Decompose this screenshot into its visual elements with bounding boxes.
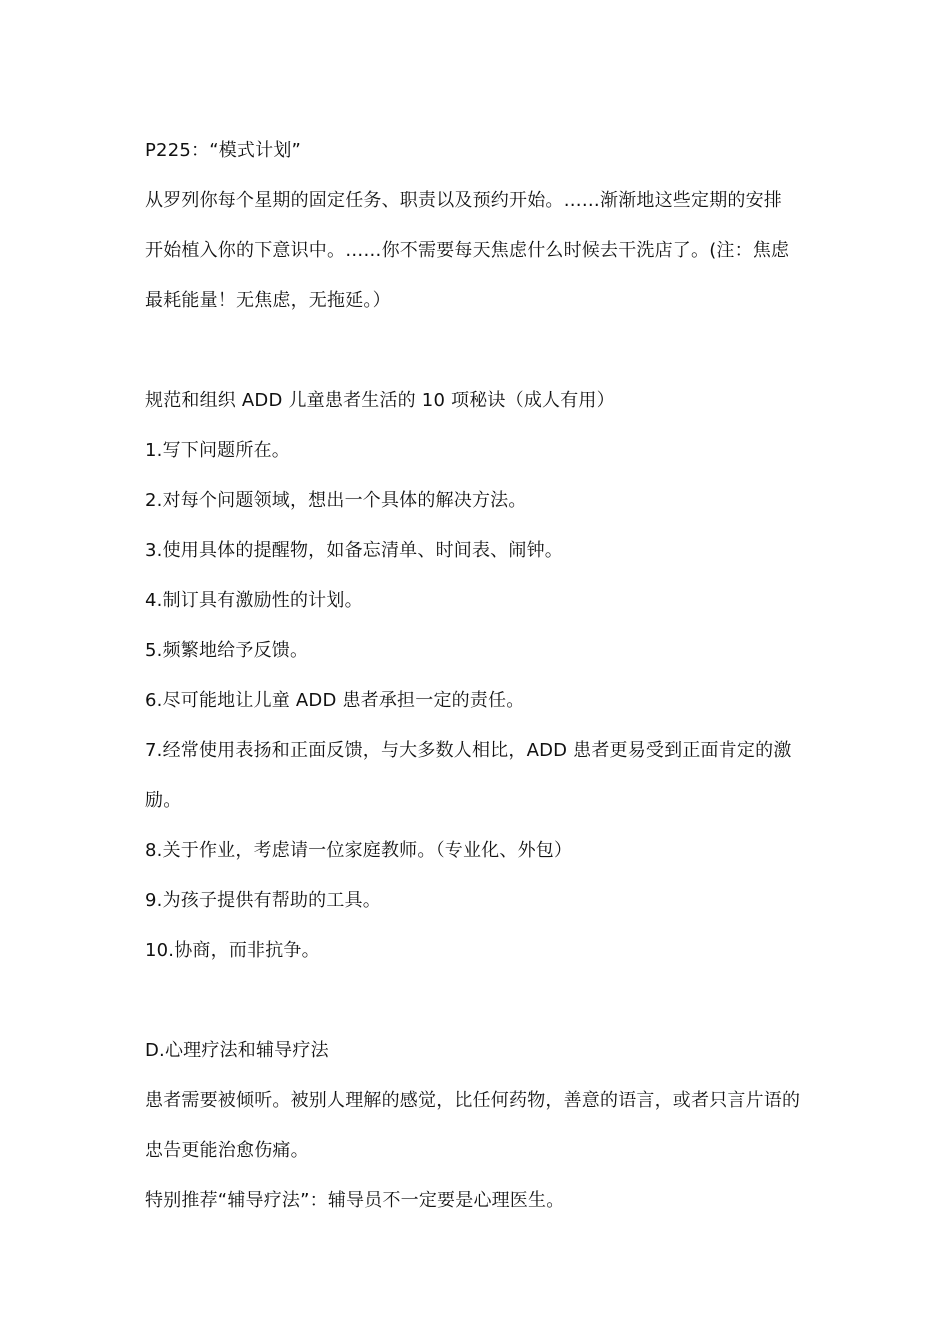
list-item: 2.对每个问题领域，想出一个具体的解决方法。 [145,490,527,511]
list-item: 8.关于作业，考虑请一位家庭教师。（专业化、外包） [145,840,573,861]
list-item: 9.为孩子提供有帮助的工具。 [145,890,381,911]
document-body [145,126,810,1226]
list-item: 10.协商，而非抗争。 [145,940,320,961]
list-item: 1.写下问题所在。 [145,440,290,461]
section-title-psychotherapy: D.心理疗法和辅导疗法 [145,1040,329,1061]
paragraph-line: 患者需要被倾听。被别人理解的感觉，比任何药物，善意的语言，或者只言片语的 [145,1090,801,1111]
section-title-tips: 规范和组织 ADD 儿童患者生活的 10 项秘诀（成人有用） [145,390,615,411]
list-item-continuation: 励。 [145,790,182,811]
list-item: 7.经常使用表扬和正面反馈，与大多数人相比，ADD 患者更易受到正面肯定的激 [145,740,792,761]
paragraph-line: 开始植入你的下意识中。……你不需要每天焦虑什么时候去干洗店了。(注：焦虑 [145,240,790,261]
paragraph-line: 特别推荐“辅导疗法”：辅导员不一定要是心理医生。 [145,1190,565,1211]
paragraph-line: 最耗能量！无焦虑，无拖延。） [145,290,391,311]
spacer [145,976,810,1026]
list-item: 3.使用具体的提醒物，如备忘清单、时间表、闹钟。 [145,540,563,561]
spacer [145,326,810,376]
paragraph-line: 忠告更能治愈伤痛。 [145,1140,309,1161]
section-title-mode-plan: P225：“模式计划” [145,140,302,161]
list-item: 5.频繁地给予反馈。 [145,640,309,661]
list-item: 4.制订具有激励性的计划。 [145,590,363,611]
list-item: 6.尽可能地让儿童 ADD 患者承担一定的责任。 [145,690,525,711]
paragraph-line: 从罗列你每个星期的固定任务、职责以及预约开始。……渐渐地这些定期的安排 [145,190,782,211]
